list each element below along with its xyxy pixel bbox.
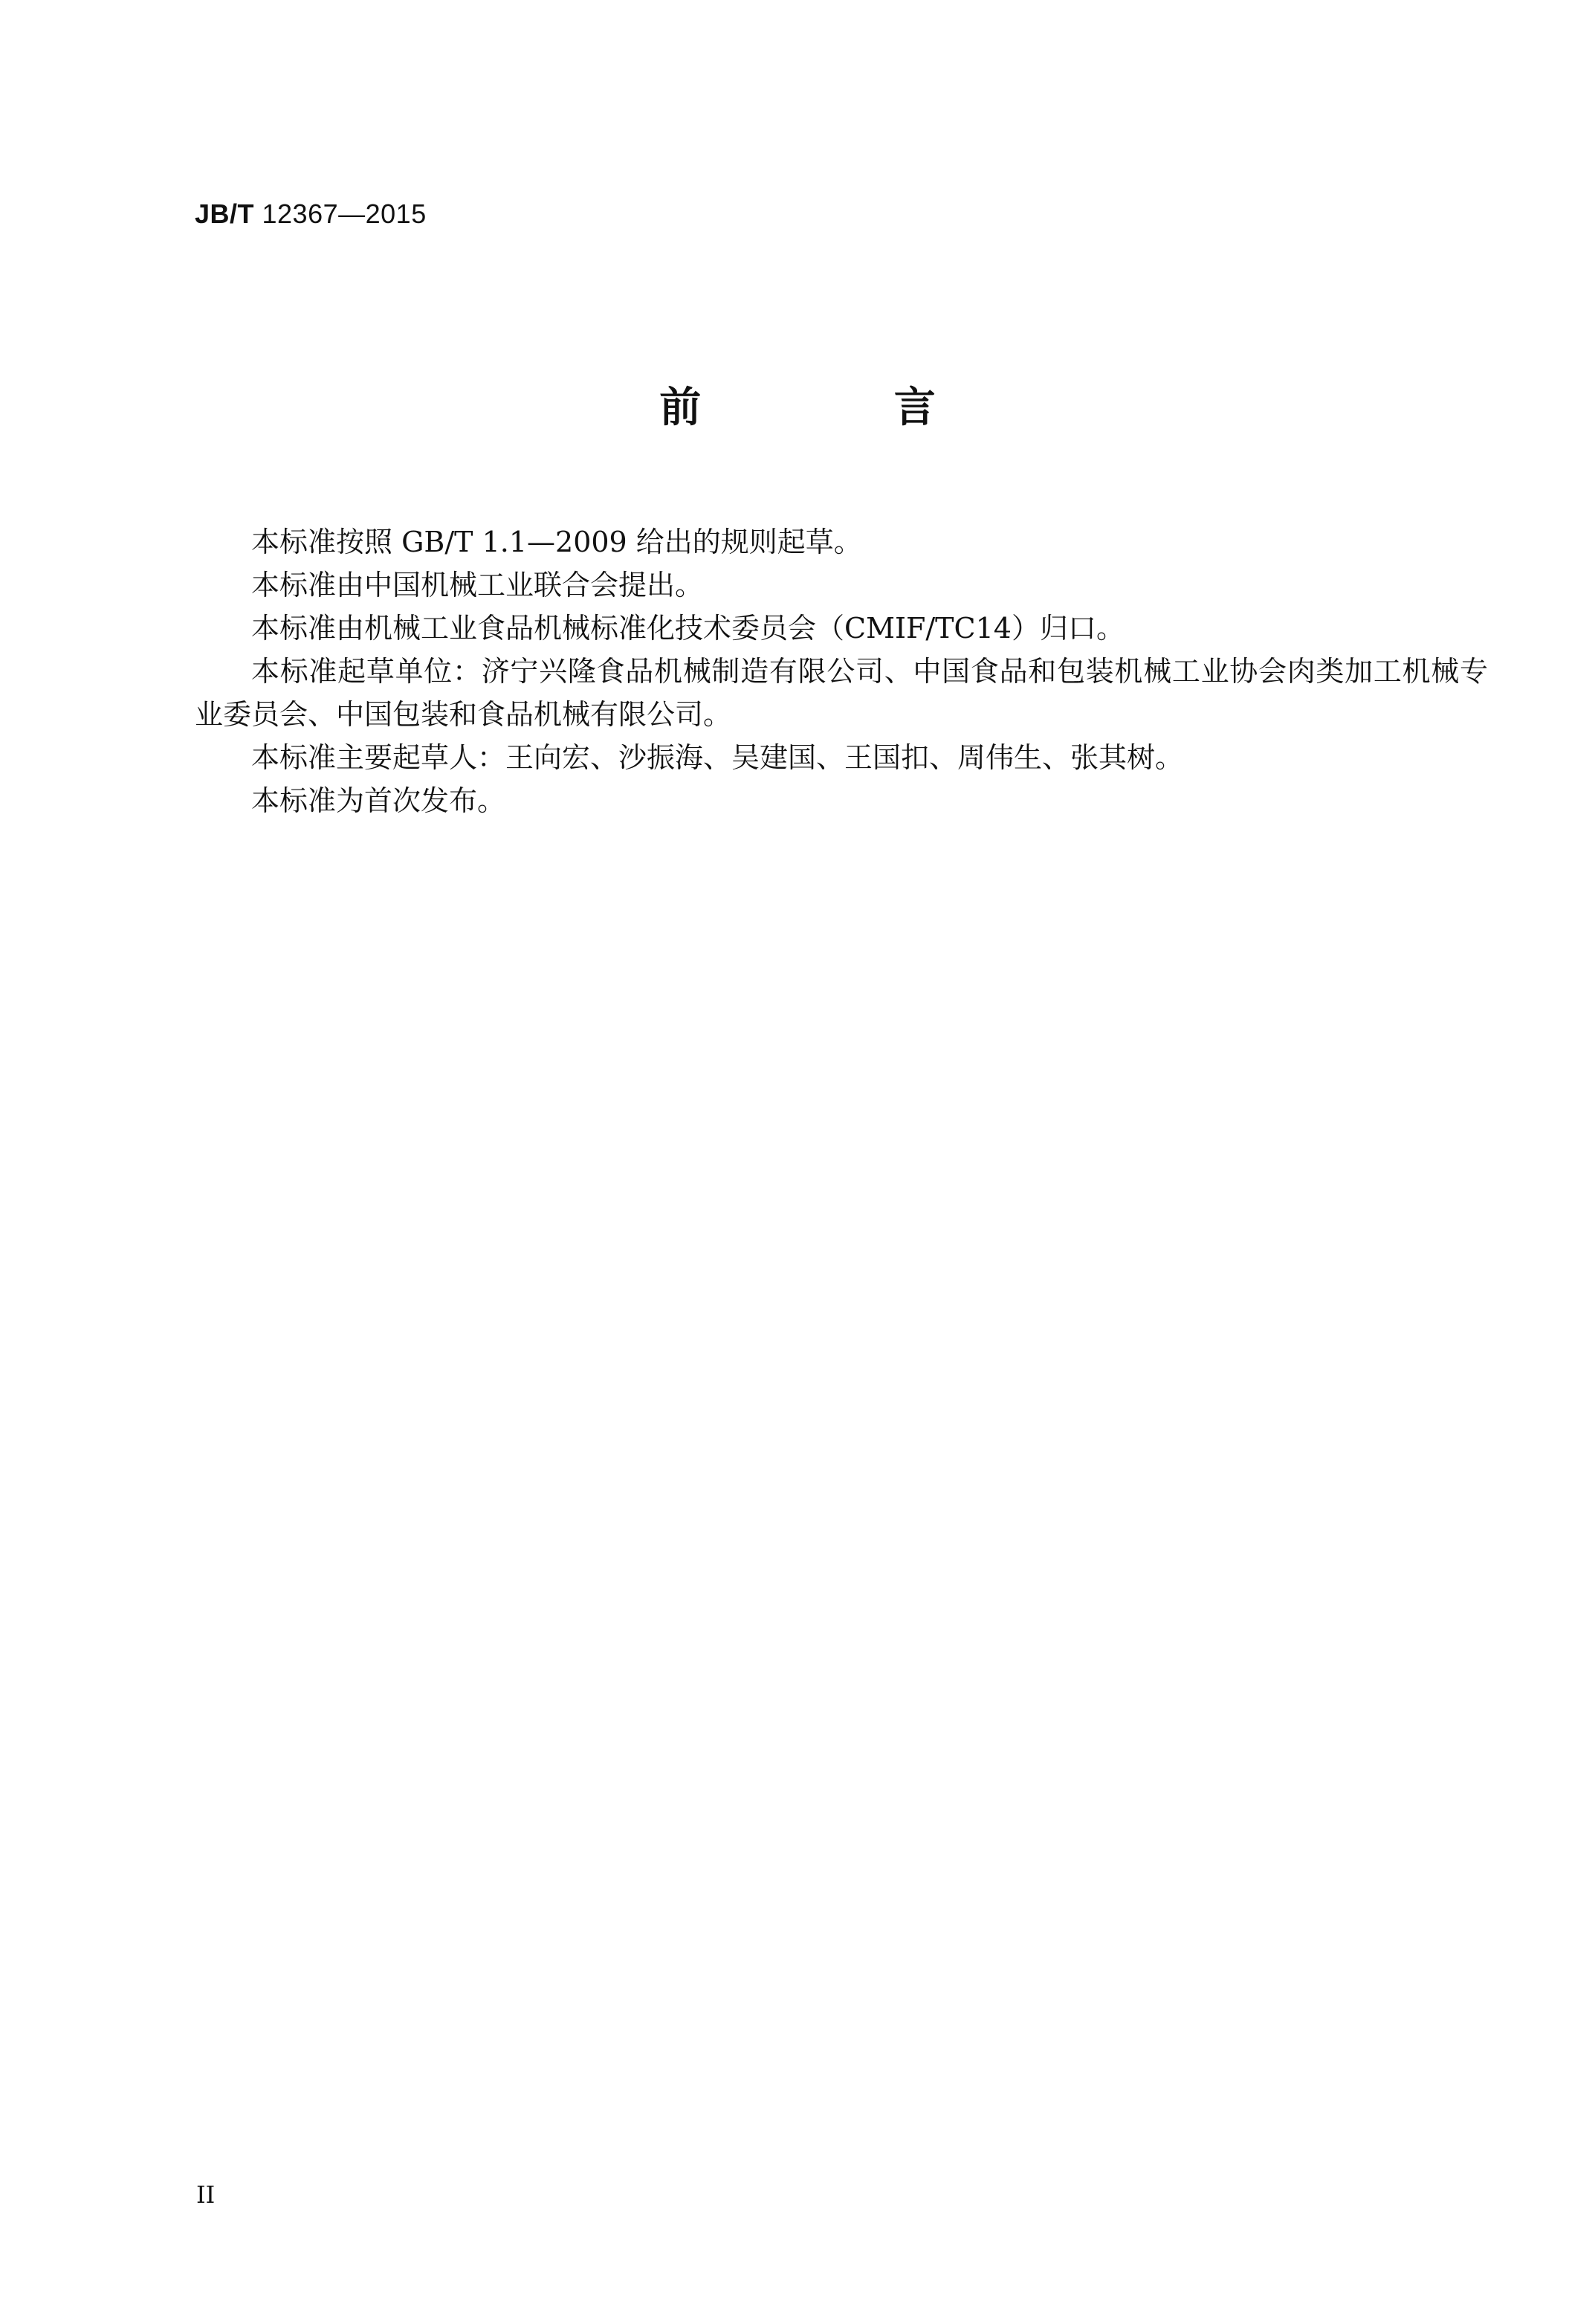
paragraph-drafting-units: 本标准起草单位：济宁兴隆食品机械制造有限公司、中国食品和包装机械工业协会肉类加工机械专业委员会、中国包装和食品机械有限公司。 (195, 655, 1488, 731)
standard-code-number: 12367—2015 (254, 198, 427, 229)
standard-code (195, 195, 427, 233)
paragraph-proposer: 本标准由中国机械工业联合会提出。 (251, 569, 704, 601)
paragraph-first-release: 本标准为首次发布。 (251, 784, 506, 817)
page-number: II (196, 2181, 216, 2209)
page-title: 前 言 (659, 384, 1025, 432)
paragraph-committee: 本标准由机械工业食品机械标准化技术委员会（CMIF/TC14）归口。 (251, 612, 1125, 645)
paragraph-drafters: 本标准主要起草人：王向宏、沙振海、吴建国、王国扣、周伟生、张其树。 (251, 741, 1184, 774)
paragraph-drafting-rules: 本标准按照 GB/T 1.1—2009 给出的规则起草。 (251, 526, 862, 558)
foreword-body (195, 520, 1488, 822)
standard-code-prefix: JB/T (195, 198, 255, 229)
